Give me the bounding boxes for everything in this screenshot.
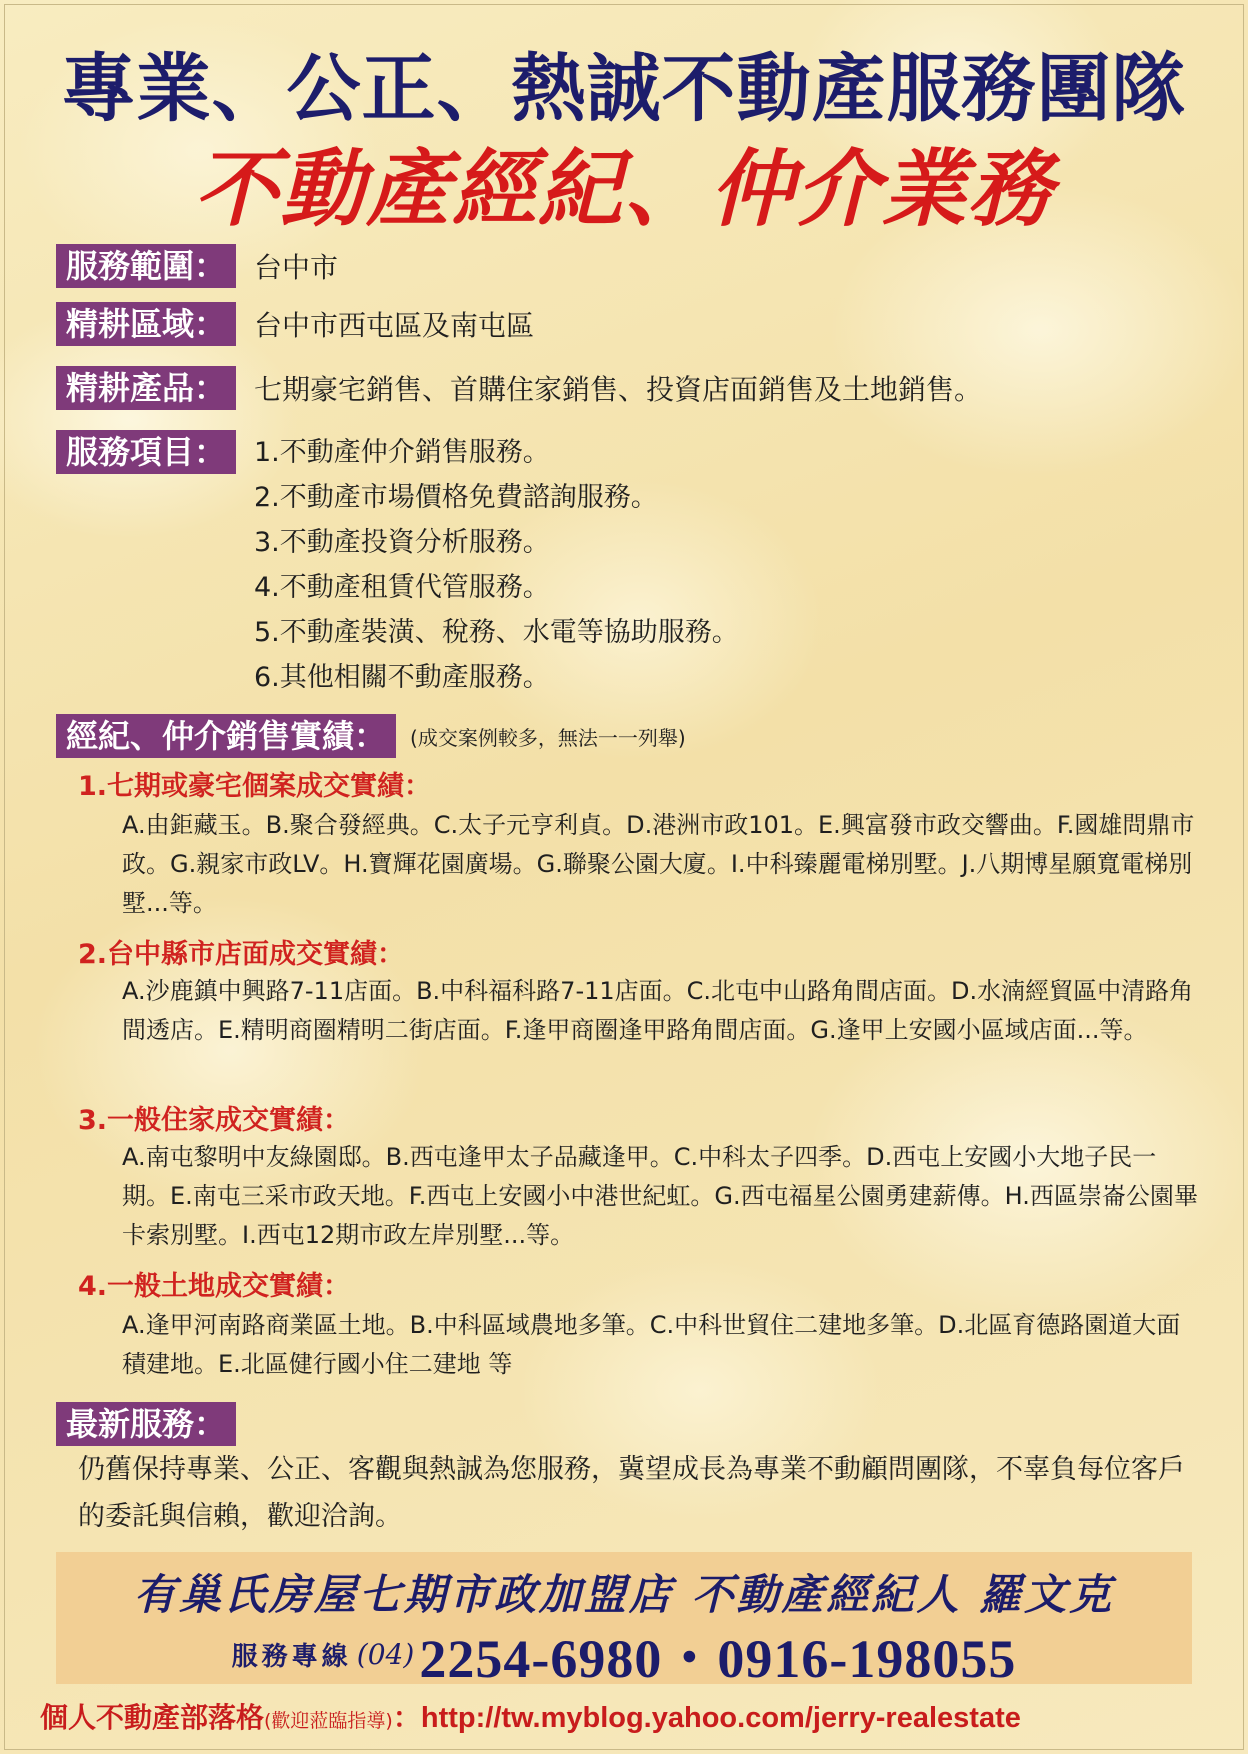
service-item: 2.不動產市場價格免費諮詢服務。 (254, 482, 658, 513)
record-category-title: 3.一般住家成交實績： (78, 1105, 351, 1136)
services-header (56, 430, 236, 474)
latest-header (56, 1402, 236, 1446)
record-category-text: A.南屯黎明中友綠園邸。B.西屯逢甲太子品藏逢甲。C.中科太子四季。D.西屯上安國小大地子民一期。E.南屯三采市政天地。F.西屯上安國小中港世紀虹。G.西屯福星公園勇建薪傳。H.西區崇崙公園畢卡索別墅。I.西屯12期市政左岸別墅...等。 (122, 1143, 1198, 1249)
record-note: (成交案例較多，無法一一列舉) (410, 725, 686, 750)
blog-label: 個人不動產部落格 (40, 1701, 265, 1734)
focus-products-value: 七期豪宅銷售、首購住家銷售、投資店面銷售及土地銷售。 (254, 373, 983, 406)
info-row-service-area (56, 244, 338, 288)
service-item: 1.不動產仲介銷售服務。 (254, 437, 550, 468)
blog-line (40, 1696, 1021, 1736)
service-item: 5.不動產裝潢、稅務、水電等協助服務。 (254, 617, 739, 648)
record-category-title: 4.一般土地成交實績： (78, 1271, 351, 1302)
main-subtitle: 不動產經紀、仲介業務 (193, 139, 1054, 238)
blog-note: (歡迎蒞臨指導) (264, 1710, 393, 1732)
hotline-label: 服務專線 (231, 1642, 352, 1672)
main-title: 專業、公正、熱誠不動產服務團隊 (61, 46, 1187, 132)
contact-box (56, 1552, 1192, 1689)
record-header (56, 714, 686, 758)
focus-area-label: 精耕區域： (56, 302, 236, 346)
service-area-label: 服務範圍： (56, 244, 236, 288)
info-row-focus-area (56, 302, 534, 346)
blog-url-link[interactable]: http://tw.myblog.yahoo.com/jerry-realestate (420, 1702, 1021, 1734)
service-area-value: 台中市 (254, 251, 339, 284)
service-item: 3.不動產投資分析服務。 (254, 527, 550, 558)
service-item: 6.其他相關不動產服務。 (254, 662, 550, 693)
record-category-title: 1.七期或豪宅個案成交實績： (78, 771, 432, 802)
hotline-numbers[interactable]: 2254-6980・0916-198055 (419, 1629, 1017, 1689)
latest-label: 最新服務： (56, 1402, 236, 1446)
record-category-text: A.由鉅藏玉。B.聚合發經典。C.太子元亨利貞。D.港洲市政101。E.興富發市政交響曲。F.國雄問鼎市政。G.親家市政LV。H.寶輝花園廣場。G.聯聚公園大廈。I.中科臻麗電梯別墅。J.八期博星願寬電梯別墅...等。 (122, 811, 1195, 917)
focus-products-label: 精耕產品： (56, 366, 236, 410)
record-category-text: A.沙鹿鎮中興路7-11店面。B.中科福科路7-11店面。C.北屯中山路角間店面。D.水湳經貿區中清路角間透店。E.精明商圈精明二街店面。F.逢甲商圈逢甲路角間店面。G.逢甲上安國小區域店面...等。 (122, 977, 1194, 1044)
services-list (254, 430, 739, 700)
hotline-area-code: (04) (356, 1638, 415, 1671)
service-item: 4.不動產租賃代管服務。 (254, 572, 550, 603)
record-category-text: A.逢甲河南路商業區土地。B.中科區域農地多筆。C.中科世貿住二建地多筆。D.北區育德路園道大面積建地。E.北區健行國小住二建地 等 (122, 1311, 1181, 1378)
blog-colon: ： (392, 1701, 421, 1734)
latest-text: 仍舊保持專業、公正、客觀與熱誠為您服務，冀望成長為專業不動顧問團隊，不辜負每位客戶的委託與信賴，歡迎洽詢。 (78, 1454, 1185, 1532)
hotline (56, 1616, 1192, 1693)
record-category-title: 2.台中縣市店面成交實績： (78, 939, 405, 970)
info-row-focus-products (56, 366, 982, 410)
record-label: 經紀、仲介銷售實績： (56, 714, 396, 758)
focus-area-value: 台中市西屯區及南屯區 (254, 309, 535, 342)
services-label: 服務項目： (56, 430, 236, 474)
agent-name: 有巢氏房屋七期市政加盟店 不動產經紀人 羅文克 (133, 1570, 1115, 1619)
